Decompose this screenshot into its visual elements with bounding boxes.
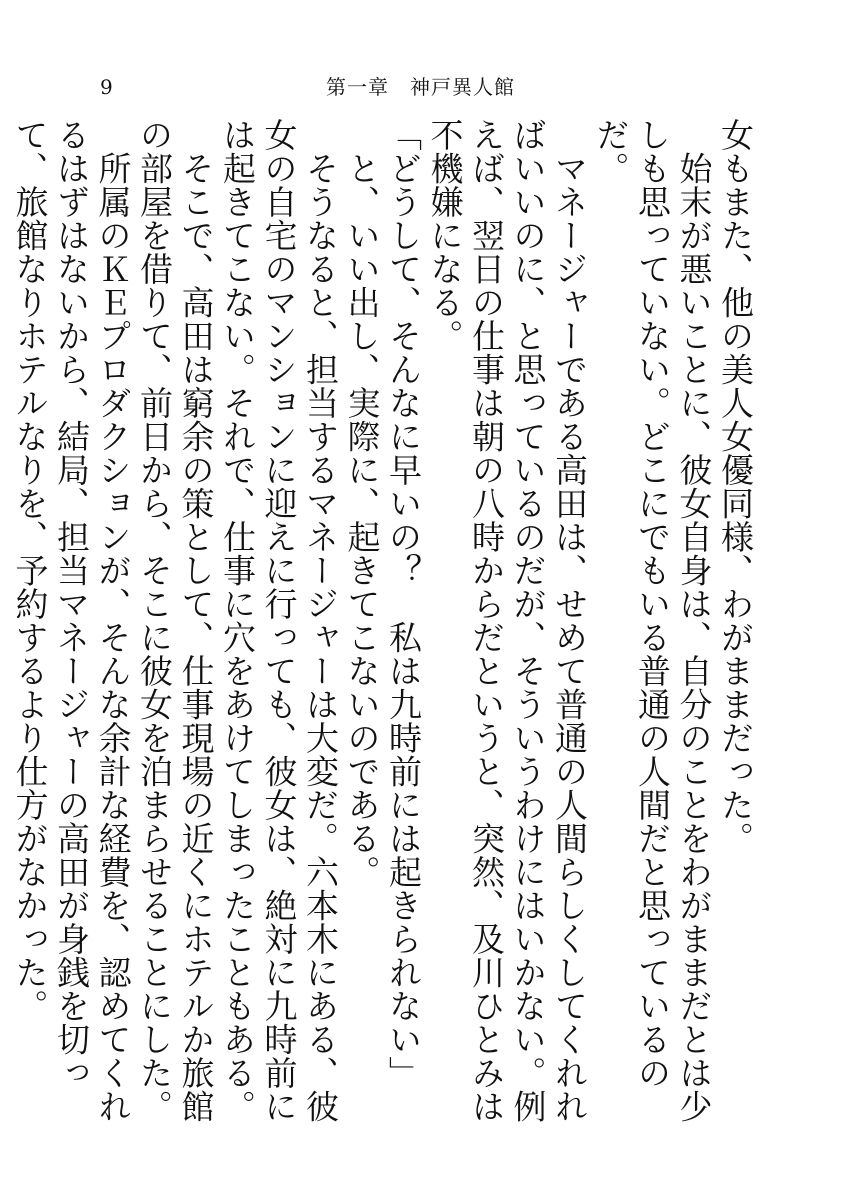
paragraph: 所属のＫＥプロダクションが、そんな余計な経費を、認めてくれるはずはないから、結局、担当マネージャーの高田が身銭を切って、旅館なりホテルなりを、予約するより仕方がなかった。	[10, 118, 133, 1123]
page-header	[92, 72, 749, 102]
page-number: 9	[100, 75, 113, 99]
paragraph: 始末が悪いことに、彼女自身は、自分のことをわがままだとは少しも思っていない。どこにでもいる普通の人間だと思っているのだ。	[591, 118, 714, 1123]
dialogue-line: 「どうして、そんなに早いの？ 私は九時前には起きられない」	[384, 118, 423, 1090]
paragraph: マネージャーである高田は、せめて普通の人間らしくしてくれればいいのに、と思っているのだが、そういうわけにはいかない。例えば、翌日の仕事は朝の八時からだというと、突然、及川ひとみは不機嫌になる。	[425, 118, 589, 1123]
running-title: 第一章 神戸異人館	[326, 75, 515, 99]
paragraph: と、いい出し、実際に、起きてこないのである。	[342, 118, 382, 889]
paragraph: 女もまた、他の美人女優同様、わがままだった。	[716, 118, 755, 855]
paragraph: そうなると、担当するマネージャーは大変だ。六本木にある、彼女の自宅のマンションに迎えに行っても、彼女は、絶対に九時前には起きてこない。それで、仕事に穴をあけてしまったこともある。	[218, 118, 340, 1123]
paragraph: そこで、高田は窮余の策として、仕事現場の近くにホテルか旅館の部屋を借りて、前日から、そこに彼女を泊まらせることにした。	[135, 118, 216, 1123]
vertical-body-text	[10, 118, 756, 1138]
